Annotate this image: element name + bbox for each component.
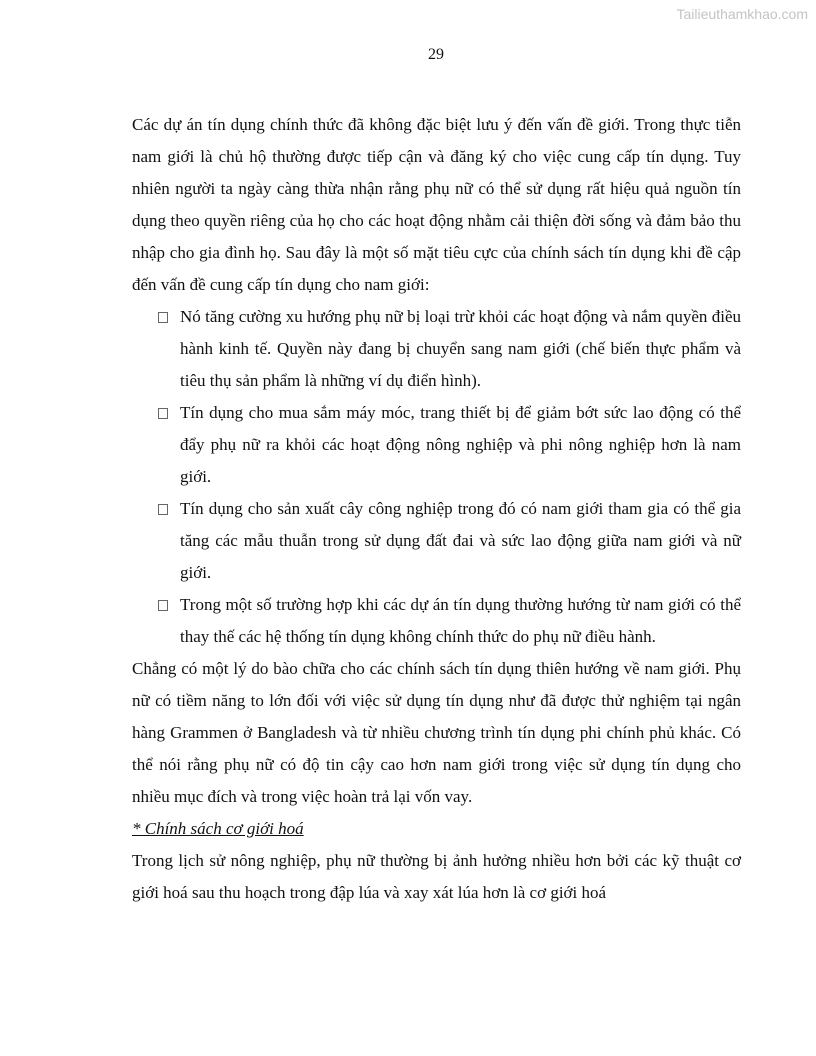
checkbox-bullet-icon <box>158 312 168 323</box>
conclusion-paragraph: Chẳng có một lý do bào chữa cho các chính sách tín dụng thiên hướng về nam giới. Phụ nữ có tiềm năng to lớn đối với việc sử dụng tín dụng như đã được thử nghiệm tại ngân hàng Grammen ở Bangladesh và từ nhiều chương trình tín dụng phi chính phủ khác. Có thể nói rằng phụ nữ có độ tin cậy cao hơn nam giới trong việc sử dụng tín dụng cho nhiều mục đích và trong việc hoàn trả lại vốn vay. <box>132 659 741 806</box>
list-item <box>132 397 741 493</box>
document-body <box>132 109 741 909</box>
watermark: Tailieuthamkhao.com <box>676 6 808 22</box>
list-item <box>132 589 741 653</box>
checkbox-bullet-icon <box>158 504 168 515</box>
list-item <box>132 301 741 397</box>
list-item <box>132 493 741 589</box>
bullet-list <box>132 301 741 653</box>
list-item-text: Tín dụng cho mua sắm máy móc, trang thiết bị để giảm bớt sức lao động có thể đẩy phụ nữ ra khỏi các hoạt động nông nghiệp và phi nông nghiệp hơn là nam giới. <box>180 403 741 486</box>
list-item-text: Trong một số trường hợp khi các dự án tín dụng thường hướng từ nam giới có thể thay thế các hệ thống tín dụng không chính thức do phụ nữ điều hành. <box>180 595 741 646</box>
checkbox-bullet-icon <box>158 408 168 419</box>
list-item-text: Nó tăng cường xu hướng phụ nữ bị loại trừ khỏi các hoạt động và nắm quyền điều hành kinh tế. Quyền này đang bị chuyển sang nam giới (chế biến thực phẩm và tiêu thụ sản phẩm là những ví dụ điển hình). <box>180 307 741 390</box>
page-number: 29 <box>428 46 444 63</box>
checkbox-bullet-icon <box>158 600 168 611</box>
section-heading: * Chính sách cơ giới hoá <box>132 819 304 838</box>
mechanization-paragraph: Trong lịch sử nông nghiệp, phụ nữ thường bị ảnh hưởng nhiều hơn bởi các kỹ thuật cơ giới hoá sau thu hoạch trong đập lúa và xay xát lúa hơn là cơ giới hoá <box>132 851 741 902</box>
list-item-text: Tín dụng cho sản xuất cây công nghiệp trong đó có nam giới tham gia có thể gia tăng các mẫu thuẫn trong sử dụng đất đai và sức lao động giữa nam giới và nữ giới. <box>180 499 741 582</box>
intro-paragraph: Các dự án tín dụng chính thức đã không đặc biệt lưu ý đến vấn đề giới. Trong thực tiễn nam giới là chủ hộ thường được tiếp cận và đăng ký cho việc cung cấp tín dụng. Tuy nhiên người ta ngày càng thừa nhận rằng phụ nữ có thể sử dụng rất hiệu quả nguồn tín dụng theo quyền riêng của họ cho các hoạt động nhằm cải thiện đời sống và đảm bảo thu nhập cho gia đình họ. Sau đây là một số mặt tiêu cực của chính sách tín dụng khi đề cập đến vấn đề cung cấp tín dụng cho nam giới: <box>132 115 741 294</box>
